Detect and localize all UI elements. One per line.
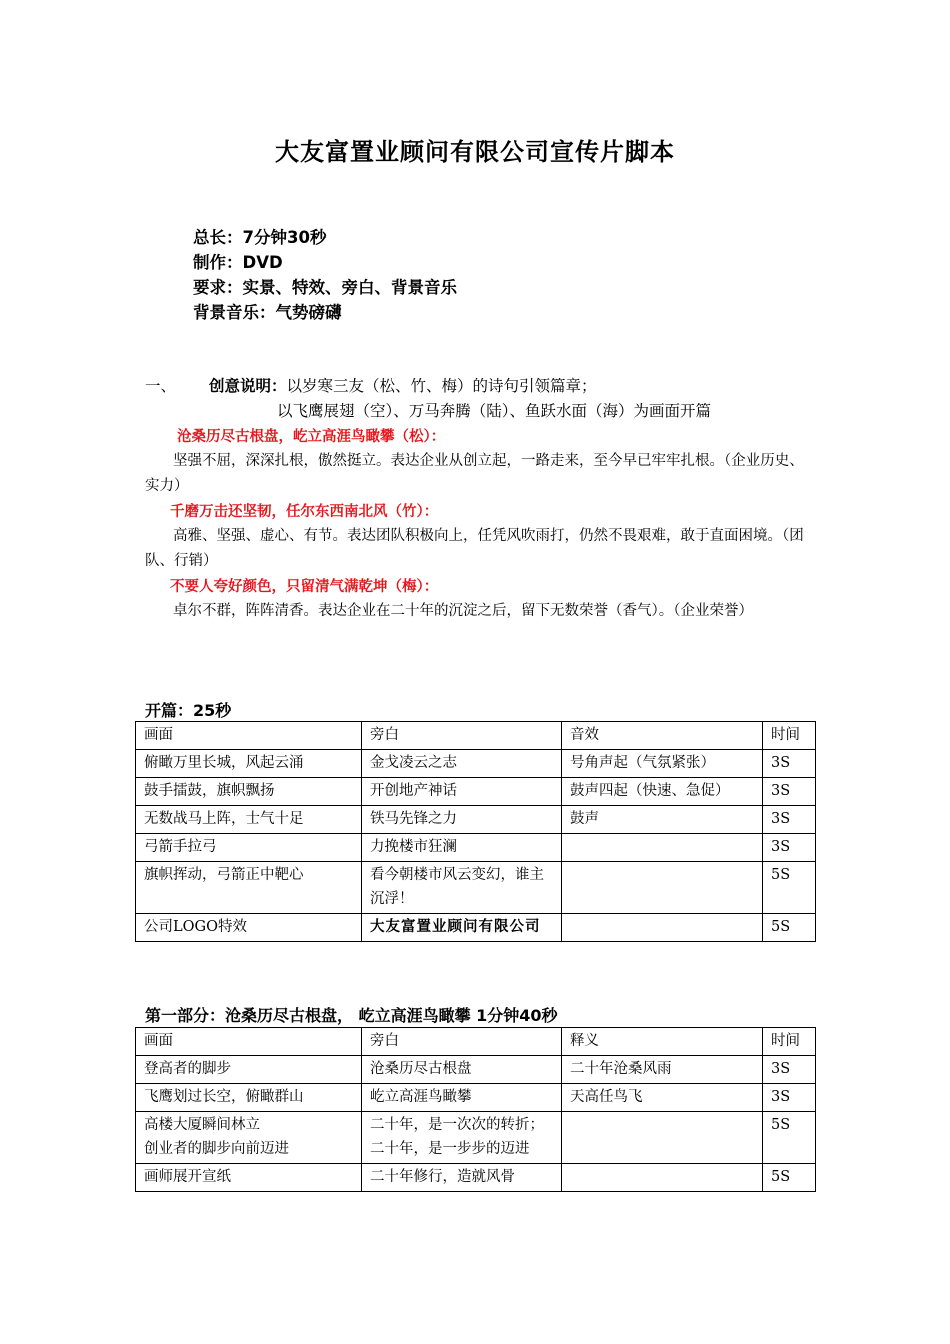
part1-heading: 第一部分：沧桑历尽古根盘， 屹立高涯鸟瞰攀 1分钟40秒 <box>145 1006 558 1025</box>
time-cell: 3S <box>763 1056 816 1084</box>
narration-cell: 看今朝楼市风云变幻，谁主沉浮！ <box>362 862 562 914</box>
time-cell: 3S <box>763 1084 816 1112</box>
narration-cell: 大友富置业顾问有限公司 <box>362 914 562 942</box>
time-cell: 3S <box>763 750 816 778</box>
time-cell: 3S <box>763 778 816 806</box>
scene-cell: 公司LOGO特效 <box>136 914 362 942</box>
table-row <box>136 1112 816 1164</box>
plum-description: 卓尔不群，阵阵清香。表达企业在二十年的沉淀之后，留下无数荣誉（香气）。（企业荣誉） <box>173 603 753 619</box>
table-row <box>136 1084 816 1112</box>
concept-label: 创意说明： <box>209 377 287 395</box>
table-row <box>136 806 816 834</box>
concept-line-1: 以岁寒三友（松、竹、梅）的诗句引领篇章； <box>286 377 597 395</box>
meaning-cell: 二十年沧桑风雨 <box>562 1056 763 1084</box>
header-cell-sound: 音效 <box>562 722 763 750</box>
scene-cell: 飞鹰划过长空，俯瞰群山 <box>136 1084 362 1112</box>
narration-cell: 金戈凌云之志 <box>362 750 562 778</box>
scene-cell: 画师展开宣纸 <box>136 1164 362 1192</box>
sound-cell: 鼓声四起（快速、急促） <box>562 778 763 806</box>
narration-cell: 沧桑历尽古根盘 <box>362 1056 562 1084</box>
time-cell: 5S <box>763 862 816 914</box>
table-header-row <box>136 1028 816 1056</box>
scene-cell: 旗帜挥动，弓箭正中靶心 <box>136 862 362 914</box>
script-meta <box>193 225 457 325</box>
table-row <box>136 750 816 778</box>
narration-cell: 二十年，是一次次的转折；二十年，是一步步的迈进 <box>362 1112 562 1164</box>
header-cell-scene: 画面 <box>136 1028 362 1056</box>
header-cell-narration: 旁白 <box>362 1028 562 1056</box>
table-header-row <box>136 722 816 750</box>
header-cell-meaning: 释义 <box>562 1028 763 1056</box>
header-cell-narration: 旁白 <box>362 722 562 750</box>
sound-cell <box>562 834 763 862</box>
table-row <box>136 914 816 942</box>
opening-heading: 开篇：25秒 <box>145 701 232 720</box>
section-number: 一、 <box>145 377 177 395</box>
narration-cell: 屹立高涯鸟瞰攀 <box>362 1084 562 1112</box>
concept-line-2: 以飞鹰展翅（空）、万马奔腾（陆）、鱼跃水面（海）为画面开篇 <box>277 402 712 420</box>
scene-cell: 鼓手擂鼓，旗帜飘扬 <box>136 778 362 806</box>
table-row <box>136 862 816 914</box>
creative-concept-section <box>145 373 813 625</box>
concept-heading-line <box>145 373 813 399</box>
part1-table <box>135 1027 816 1192</box>
opening-table <box>135 721 816 942</box>
time-cell: 3S <box>763 834 816 862</box>
scene-cell: 弓箭手拉弓 <box>136 834 362 862</box>
table-row <box>136 1164 816 1192</box>
document-title: 大友富置业顾问有限公司宣传片脚本 <box>275 138 675 166</box>
sound-cell: 鼓声 <box>562 806 763 834</box>
bamboo-description: 高雅、坚强、虚心、有节。表达团队积极向上，任凭风吹雨打，仍然不畏艰难，敢于直面困境。（团队、行销） <box>145 528 804 569</box>
time-cell: 5S <box>763 1112 816 1164</box>
meaning-cell <box>562 1112 763 1164</box>
scene-cell: 无数战马上阵，士气十足 <box>136 806 362 834</box>
time-cell: 5S <box>763 914 816 942</box>
scene-cell: 俯瞰万里长城，风起云涌 <box>136 750 362 778</box>
header-cell-time: 时间 <box>763 722 816 750</box>
table-row <box>136 778 816 806</box>
meta-production: 制作：DVD <box>193 253 283 272</box>
meaning-cell <box>562 1164 763 1192</box>
scene-cell: 登高者的脚步 <box>136 1056 362 1084</box>
narration-cell: 力挽楼市狂澜 <box>362 834 562 862</box>
time-cell: 3S <box>763 806 816 834</box>
meta-requirements: 要求：实景、特效、旁白、背景音乐 <box>193 278 457 297</box>
table-row <box>136 834 816 862</box>
table-row <box>136 1056 816 1084</box>
pine-description: 坚强不屈，深深扎根，傲然挺立。表达企业从创立起，一路走来，至今早已牢牢扎根。（企业历史、实力） <box>145 453 804 494</box>
header-cell-scene: 画面 <box>136 722 362 750</box>
bamboo-poem: 千磨万击还坚韧，任尔东西南北风（竹）： <box>170 504 439 520</box>
meaning-cell: 天高任鸟飞 <box>562 1084 763 1112</box>
scene-cell: 高楼大厦瞬间林立 创业者的脚步向前迈进 <box>136 1112 362 1164</box>
narration-cell: 开创地产神话 <box>362 778 562 806</box>
plum-poem: 不要人夸好颜色，只留清气满乾坤（梅）： <box>170 579 439 595</box>
sound-cell <box>562 862 763 914</box>
sound-cell: 号角声起（气氛紧张） <box>562 750 763 778</box>
meta-music: 背景音乐：气势磅礴 <box>193 303 342 322</box>
narration-cell: 铁马先锋之力 <box>362 806 562 834</box>
header-cell-time: 时间 <box>763 1028 816 1056</box>
pine-poem: 沧桑历尽古根盘，屹立高涯鸟瞰攀（松）： <box>177 429 446 445</box>
time-cell: 5S <box>763 1164 816 1192</box>
meta-length: 总长：7分钟30秒 <box>193 228 327 247</box>
narration-cell: 二十年修行，造就风骨 <box>362 1164 562 1192</box>
sound-cell <box>562 914 763 942</box>
